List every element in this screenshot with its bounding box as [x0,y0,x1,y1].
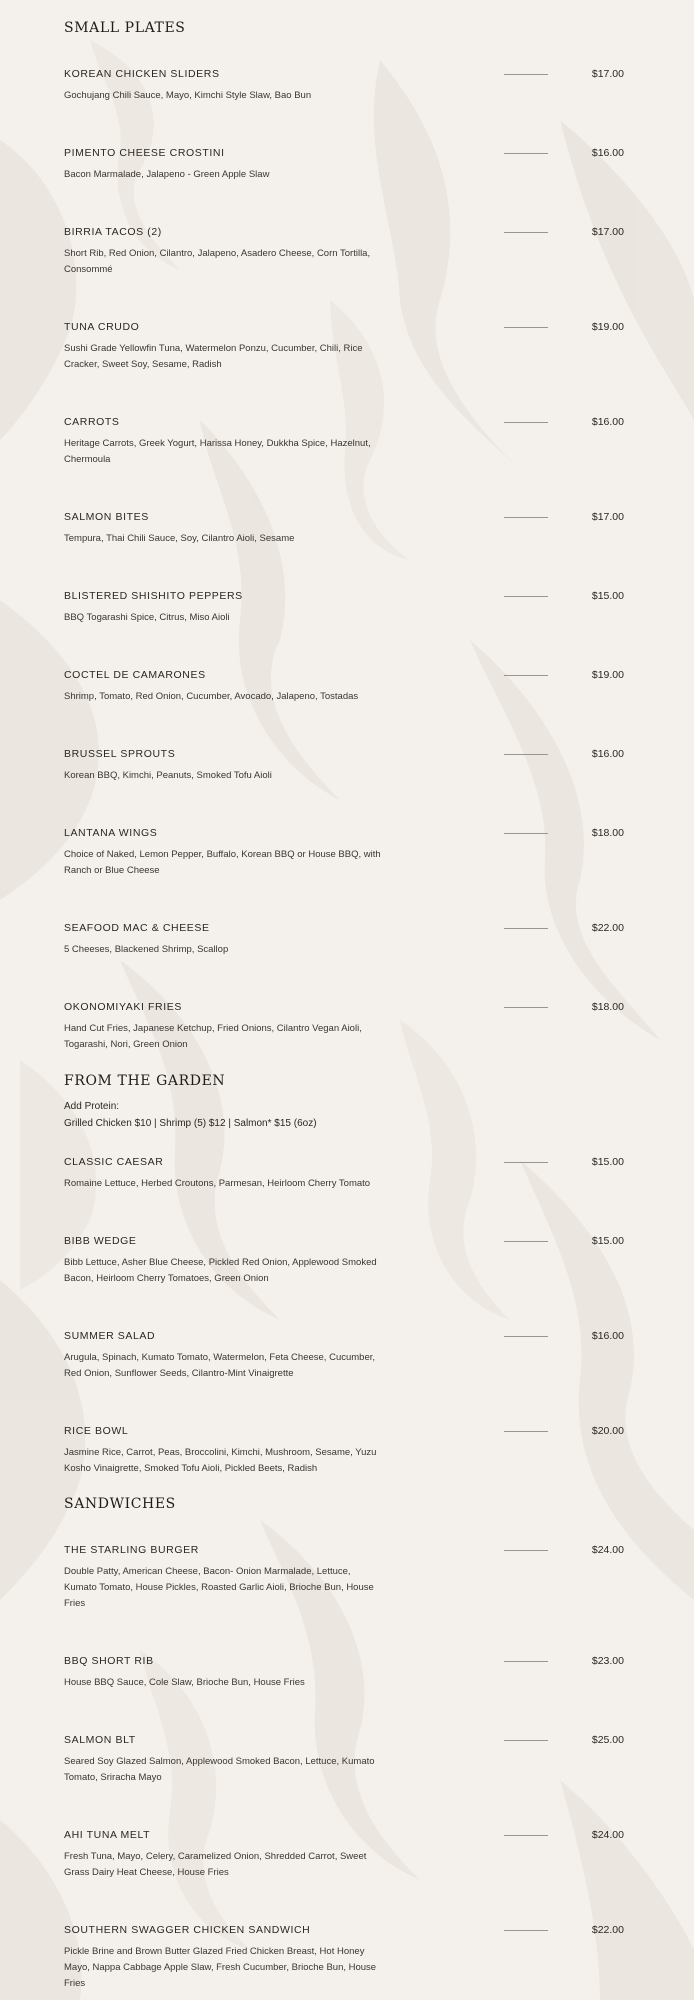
item-description: House BBQ Sauce, Cole Slaw, Brioche Bun, House Fries [64,1677,305,1688]
item-name: LANTANA WINGS [64,827,158,839]
item-price: $22.00 [591,1924,624,1936]
item-description: Seared Soy Glazed Salmon, Applewood Smoked Bacon, Lettuce, Kumato Tomato, Sriracha Mayo [64,1756,375,1783]
menu-item [64,1329,624,1382]
price-leader-line [504,517,548,518]
item-price: $24.00 [591,1829,624,1841]
menu-item [64,921,624,958]
item-description: Choice of Naked, Lemon Pepper, Buffalo, Korean BBQ or House BBQ, with Ranch or Blue Cheese [64,849,381,876]
item-description: Sushi Grade Yellowfin Tuna, Watermelon Ponzu, Cucumber, Chili, Rice Cracker, Sweet Soy, Sesame, Radish [64,343,363,370]
menu-item [64,1000,624,1053]
menu-item [64,1155,624,1192]
price-leader-line [504,1835,548,1836]
price-leader-line [504,422,548,423]
item-price: $18.00 [591,827,624,839]
section-title-small-plates: SMALL PLATES [64,20,186,36]
item-name: RICE BOWL [64,1425,129,1437]
item-description: Heritage Carrots, Greek Yogurt, Harissa Honey, Dukkha Spice, Hazelnut, Chermoula [64,438,371,465]
item-name: OKONOMIYAKI FRIES [64,1001,182,1013]
item-description: Bibb Lettuce, Asher Blue Cheese, Pickled Red Onion, Applewood Smoked Bacon, Heirloom Cherry Tomatoes, Green Onion [64,1257,377,1284]
item-description: Romaine Lettuce, Herbed Croutons, Parmesan, Heirloom Cherry Tomato [64,1178,371,1189]
add-protein-label: Add Protein: [64,1101,120,1112]
item-price: $22.00 [591,922,624,934]
item-description: Hand Cut Fries, Japanese Ketchup, Fried Onions, Cilantro Vegan Aioli, Togarashi, Nori, Green Onion [64,1023,362,1050]
price-leader-line [504,232,548,233]
menu-item [64,67,624,104]
menu-item [64,1424,624,1477]
item-description: Pickle Brine and Brown Butter Glazed Fried Chicken Breast, Hot Honey Mayo, Nappa Cabbage Apple Slaw, Fresh Cucumber, Brioche Bun, House Fries [64,1946,377,1989]
add-protein-note [64,1098,317,1132]
item-name: SALMON BLT [64,1734,136,1746]
item-price: $15.00 [591,590,624,602]
item-price: $19.00 [591,669,624,681]
item-price: $20.00 [591,1425,624,1437]
price-leader-line [504,596,548,597]
item-description: Gochujang Chili Sauce, Mayo, Kimchi Style Slaw, Bao Bun [64,90,312,101]
item-name: SEAFOOD MAC & CHEESE [64,922,210,934]
item-name: KOREAN CHICKEN SLIDERS [64,68,220,80]
price-leader-line [504,1550,548,1551]
item-name: BRUSSEL SPROUTS [64,748,176,760]
item-price: $16.00 [591,1330,624,1342]
menu-item [64,1543,624,1612]
menu-item [64,1923,624,1992]
menu-item [64,146,624,183]
item-name: SUMMER SALAD [64,1330,156,1342]
price-leader-line [504,327,548,328]
menu-item [64,747,624,784]
item-description: BBQ Togarashi Spice, Citrus, Miso Aioli [64,612,230,623]
price-leader-line [504,153,548,154]
item-price: $16.00 [591,748,624,760]
price-leader-line [504,1930,548,1931]
add-protein-options: Grilled Chicken $10 | Shrimp (5) $12 | Salmon* $15 (6oz) [64,1118,317,1129]
item-price: $15.00 [591,1235,624,1247]
item-name: BIBB WEDGE [64,1235,137,1247]
item-name: THE STARLING BURGER [64,1544,199,1556]
item-description: Korean BBQ, Kimchi, Peanuts, Smoked Tofu Aioli [64,770,272,781]
price-leader-line [504,833,548,834]
price-leader-line [504,74,548,75]
item-description: Arugula, Spinach, Kumato Tomato, Watermelon, Feta Cheese, Cucumber, Red Onion, Sunflower Seeds, Cilantro-Mint Vinaigrette [64,1352,376,1379]
item-price: $16.00 [591,416,624,428]
item-price: $23.00 [591,1655,624,1667]
item-price: $25.00 [591,1734,624,1746]
section-title-sandwiches: SANDWICHES [64,1496,176,1512]
menu-item [64,589,624,626]
item-name: CLASSIC CAESAR [64,1156,164,1168]
item-name: BBQ SHORT RIB [64,1655,154,1667]
section-title-from-the-garden: FROM THE GARDEN [64,1073,226,1089]
menu-item [64,1828,624,1881]
item-price: $19.00 [591,321,624,333]
menu-item [64,415,624,468]
menu-item [64,826,624,879]
price-leader-line [504,1740,548,1741]
price-leader-line [504,1241,548,1242]
price-leader-line [504,928,548,929]
item-description: Short Rib, Red Onion, Cilantro, Jalapeno, Asadero Cheese, Corn Tortilla, Consommé [64,248,371,275]
price-leader-line [504,675,548,676]
item-price: $24.00 [591,1544,624,1556]
menu-item [64,668,624,705]
menu-item [64,225,624,278]
menu-item [64,510,624,547]
item-price: $16.00 [591,147,624,159]
item-description: Tempura, Thai Chili Sauce, Soy, Cilantro Aioli, Sesame [64,533,295,544]
item-name: SALMON BITES [64,511,149,523]
item-name: BLISTERED SHISHITO PEPPERS [64,590,243,602]
item-name: SOUTHERN SWAGGER CHICKEN SANDWICH [64,1924,311,1936]
item-price: $15.00 [591,1156,624,1168]
item-price: $17.00 [591,511,624,523]
item-price: $18.00 [591,1001,624,1013]
item-name: AHI TUNA MELT [64,1829,151,1841]
price-leader-line [504,1661,548,1662]
price-leader-line [504,1007,548,1008]
item-name: CARROTS [64,416,120,428]
menu-item [64,1654,624,1691]
item-name: TUNA CRUDO [64,321,140,333]
item-price: $17.00 [591,226,624,238]
price-leader-line [504,754,548,755]
item-description: Jasmine Rice, Carrot, Peas, Broccolini, Kimchi, Mushroom, Sesame, Yuzu Kosho Vinaigrette, Smoked Tofu Aioli, Pickled Beets, Radish [64,1447,377,1474]
item-price: $17.00 [591,68,624,80]
item-description: Double Patty, American Cheese, Bacon- Onion Marmalade, Lettuce, Kumato Tomato, House Pickles, Roasted Garlic Aioli, Brioche Bun, House Fries [64,1566,374,1609]
price-leader-line [504,1431,548,1432]
item-name: COCTEL DE CAMARONES [64,669,206,681]
item-name: BIRRIA TACOS (2) [64,226,162,238]
item-name: PIMENTO CHEESE CROSTINI [64,147,225,159]
item-description: Fresh Tuna, Mayo, Celery, Caramelized Onion, Shredded Carrot, Sweet Grass Dairy Heat Cheese, House Fries [64,1851,367,1878]
price-leader-line [504,1162,548,1163]
menu-item [64,320,624,373]
item-description: Shrimp, Tomato, Red Onion, Cucumber, Avocado, Jalapeno, Tostadas [64,691,359,702]
price-leader-line [504,1336,548,1337]
menu-item [64,1234,624,1287]
item-description: 5 Cheeses, Blackened Shrimp, Scallop [64,944,229,955]
item-description: Bacon Marmalade, Jalapeno - Green Apple Slaw [64,169,270,180]
menu-item [64,1733,624,1786]
